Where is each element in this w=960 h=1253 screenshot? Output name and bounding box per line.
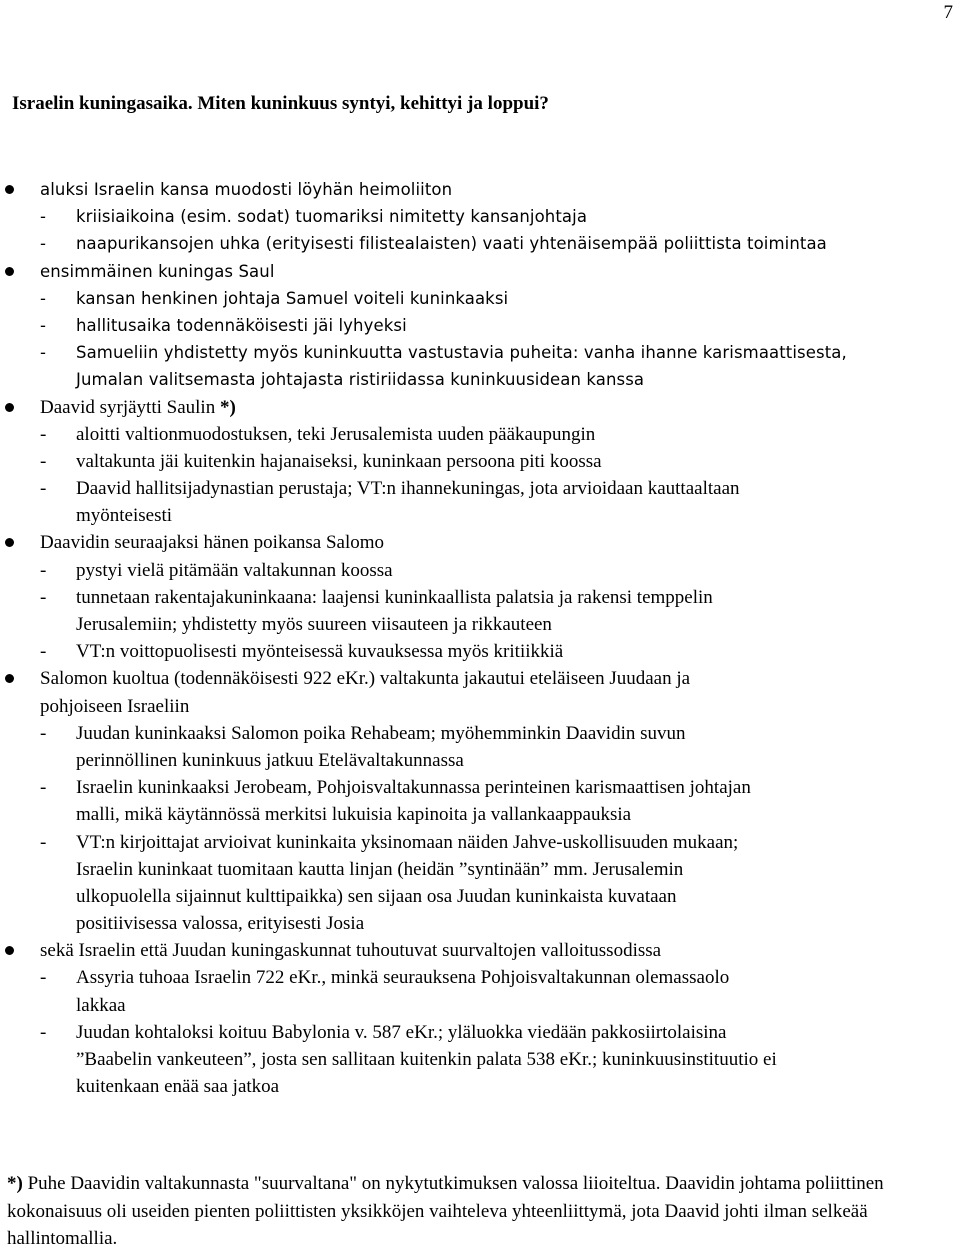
- line-text-content: Juudan kuninkaaksi Salomon poika Rehabeam; myöhemminkin Daavidin suvun: [76, 722, 686, 744]
- line-text: [76, 774, 751, 801]
- continuation-line: [0, 502, 960, 529]
- footnote-marker: *): [7, 1173, 23, 1194]
- line-text-content: ensimmäinen kuningas Saul: [40, 261, 275, 281]
- dash-icon: -: [40, 288, 47, 308]
- line-text: [76, 366, 644, 393]
- line-text: [76, 1046, 777, 1073]
- line-text: [76, 557, 393, 584]
- line-text: [76, 611, 552, 638]
- dash-icon: -: [40, 343, 47, 363]
- sub-item: [0, 312, 960, 339]
- line-text-content: kriisiaikoina (esim. sodat) tuomariksi nimitetty kansanjohtaja: [76, 207, 588, 227]
- line-text: [76, 720, 686, 747]
- line-text: [76, 747, 464, 774]
- line-text-content: Samueliin yhdistetty myös kuninkuutta vastustavia puheita: vanha ihanne karismaattisesta,: [76, 343, 847, 363]
- continuation-line: [0, 1073, 960, 1100]
- line-text: [40, 693, 189, 720]
- sub-item: [0, 964, 960, 991]
- footnote-text: Puhe Daavidin valtakunnasta "suurvaltana" on nykytutkimuksen valossa liioiteltua. Daavidin johtama poliittinen kokonaisuus oli useiden pienten poliittisten yksikköjen vaihteleva yhteenliittymä, jota Daavid johti ilman selkeää hallintomallia.: [7, 1173, 884, 1249]
- dash-icon: -: [40, 1021, 47, 1043]
- line-text-content: kansan henkinen johtaja Samuel voiteli kuninkaaksi: [76, 288, 509, 308]
- line-text: [76, 638, 563, 665]
- line-text: [76, 285, 508, 312]
- line-text-content: ”Baabelin vankeuteen”, josta sen sallitaan kuitenkin palata 538 eKr.; kuninkuusinstituutio ei: [76, 1049, 777, 1070]
- line-text-content: VT:n kirjoittajat arvioivat kuninkaita yksinomaan näiden Jahve-uskollisuuden mukaan;: [76, 831, 739, 853]
- line-text: [40, 258, 275, 285]
- line-text: [40, 394, 236, 421]
- line-text-content: malli, mikä käytännössä merkitsi lukuisia kapinoita ja vallankaappauksia: [76, 804, 632, 826]
- continuation-line: [0, 747, 960, 774]
- line-text-content: Israelin kuninkaat tuomitaan kautta linjan (heidän ”syntinään” mm. Jerusalemin: [76, 858, 684, 880]
- sub-item: [0, 448, 960, 475]
- continuation-line: [0, 856, 960, 883]
- line-text-content: Jerusalemiin; yhdistetty myös suureen viisauteen ja rikkauteen: [76, 614, 552, 635]
- continuation-line: [0, 611, 960, 638]
- continuation-line: [0, 1046, 960, 1073]
- line-text: [40, 176, 452, 203]
- sub-item: [0, 475, 960, 502]
- line-text-content: aloitti valtionmuodostuksen, teki Jerusalemista uuden pääkaupungin: [76, 423, 596, 445]
- dash-icon: -: [40, 478, 47, 500]
- page-number: 7: [943, 2, 953, 23]
- continuation-line: [0, 883, 960, 910]
- line-text: [76, 856, 683, 883]
- dash-icon: -: [40, 722, 47, 744]
- line-text-content: aluksi Israelin kansa muodosti löyhän heimoliiton: [40, 180, 453, 199]
- line-text: [76, 421, 595, 448]
- line-text-content: Salomon kuoltua (todennäköisesti 922 eKr.) valtakunta jakautui eteläiseen Juudaan ja: [40, 668, 691, 690]
- line-text: [40, 529, 384, 556]
- dash-icon: -: [40, 207, 47, 227]
- bullet-item: [0, 258, 960, 285]
- line-text: [76, 502, 172, 529]
- line-text-content: lakkaa: [76, 994, 126, 1016]
- line-text: [76, 339, 847, 366]
- line-text: [76, 910, 364, 937]
- line-text-content: pohjoiseen Israeliin: [40, 695, 190, 717]
- line-text-content: Daavidin seuraajaksi hänen poikansa Salomo: [40, 532, 385, 554]
- dash-icon: -: [40, 967, 47, 989]
- line-text-content: naapurikansojen uhka (erityisesti filistealaisten) vaati yhtenäisempää poliittista toimintaa: [76, 234, 827, 254]
- continuation-line: [0, 801, 960, 828]
- line-text-content: Daavid syrjäytti Saulin: [40, 396, 216, 418]
- footnote: [7, 1170, 952, 1253]
- sub-item: [0, 421, 960, 448]
- line-text-content: hallitusaika todennäköisesti jäi lyhyeksi: [76, 315, 407, 335]
- dash-icon: -: [40, 450, 47, 472]
- line-text: [76, 448, 602, 475]
- dash-icon: -: [40, 234, 47, 254]
- bullet-item: [0, 937, 960, 964]
- line-text: [76, 801, 631, 828]
- line-text: [76, 964, 729, 991]
- bullet-item: [0, 665, 960, 692]
- bullet-item: [0, 529, 960, 556]
- sub-item: [0, 557, 960, 584]
- dash-icon: -: [40, 831, 47, 853]
- line-text-content: Israelin kuninkaaksi Jerobeam, Pohjoisvaltakunnassa perinteinen karismaattisen johtajan: [76, 777, 751, 799]
- line-text: [76, 475, 740, 502]
- bullet-icon: [5, 538, 14, 547]
- sub-item: [0, 230, 960, 257]
- line-text: [76, 203, 587, 230]
- bullet-icon: [5, 946, 14, 955]
- line-text-content: Daavid hallitsijadynastian perustaja; VT:n ihannekuningas, jota arvioidaan kauttaaltaan: [76, 478, 740, 500]
- line-text-content: kuitenkaan enää saa jatkoa: [76, 1076, 280, 1098]
- line-text-content: Juudan kohtaloksi koituu Babylonia v. 587 eKr.; yläluokka viedään pakkosiirtolaisina: [76, 1021, 727, 1043]
- sub-item: [0, 720, 960, 747]
- sub-item: [0, 203, 960, 230]
- sub-item: [0, 339, 960, 366]
- dash-icon: -: [40, 315, 47, 335]
- sub-item: [0, 638, 960, 665]
- line-text: [40, 665, 690, 692]
- dash-icon: -: [40, 586, 47, 608]
- line-text-content: positiivisessa valossa, erityisesti Josia: [76, 913, 365, 935]
- footnote-reference: *): [215, 396, 236, 418]
- line-text: [76, 1019, 726, 1046]
- bullet-icon: [5, 185, 14, 194]
- bullet-item: [0, 394, 960, 421]
- line-text: [40, 937, 661, 964]
- continuation-line: [0, 693, 960, 720]
- sub-item: [0, 584, 960, 611]
- bullet-item: [0, 176, 960, 203]
- continuation-line: [0, 910, 960, 937]
- bullet-icon: [5, 267, 14, 276]
- line-text-content: myönteisesti: [76, 505, 173, 527]
- bullet-list: [0, 176, 960, 1100]
- sub-item: [0, 1019, 960, 1046]
- line-text-content: sekä Israelin että Juudan kuningaskunnat tuhoutuvat suurvaltojen valloitussodissa: [40, 940, 662, 962]
- line-text: [76, 829, 738, 856]
- continuation-line: [0, 366, 960, 393]
- line-text-content: tunnetaan rakentajakuninkaana: laajensi kuninkaallista palatsia ja rakensi temppelin: [76, 586, 713, 608]
- line-text: [76, 883, 677, 910]
- line-text-content: Assyria tuhoaa Israelin 722 eKr., minkä seurauksena Pohjoisvaltakunnan olemassaolo: [76, 967, 730, 989]
- sub-item: [0, 285, 960, 312]
- line-text: [76, 584, 713, 611]
- line-text: [76, 230, 827, 257]
- bullet-icon: [5, 674, 14, 683]
- line-text-content: ulkopuolella sijainnut kulttipaikka) sen sijaan osa Juudan kuninkaista kuvataan: [76, 885, 677, 907]
- bullet-icon: [5, 403, 14, 412]
- line-text-content: Jumalan valitsemasta johtajasta ristiriidassa kuninkuusidean kanssa: [76, 370, 645, 390]
- line-text-content: valtakunta jäi kuitenkin hajanaiseksi, kuninkaan persoona piti koossa: [76, 450, 602, 472]
- sub-item: [0, 829, 960, 856]
- dash-icon: -: [40, 641, 47, 663]
- page-title: Israelin kuningasaika. Miten kuninkuus syntyi, kehittyi ja loppui?: [12, 93, 549, 114]
- dash-icon: -: [40, 423, 47, 445]
- dash-icon: -: [40, 559, 47, 581]
- sub-item: [0, 774, 960, 801]
- dash-icon: -: [40, 777, 47, 799]
- line-text-content: perinnöllinen kuninkuus jatkuu Etelävaltakunnassa: [76, 749, 464, 771]
- line-text-content: VT:n voittopuolisesti myönteisessä kuvauksessa myös kritiikkiä: [76, 641, 564, 663]
- line-text-content: pystyi vielä pitämään valtakunnan koossa: [76, 559, 393, 581]
- continuation-line: [0, 992, 960, 1019]
- line-text: [76, 992, 126, 1019]
- line-text: [76, 1073, 279, 1100]
- line-text: [76, 312, 407, 339]
